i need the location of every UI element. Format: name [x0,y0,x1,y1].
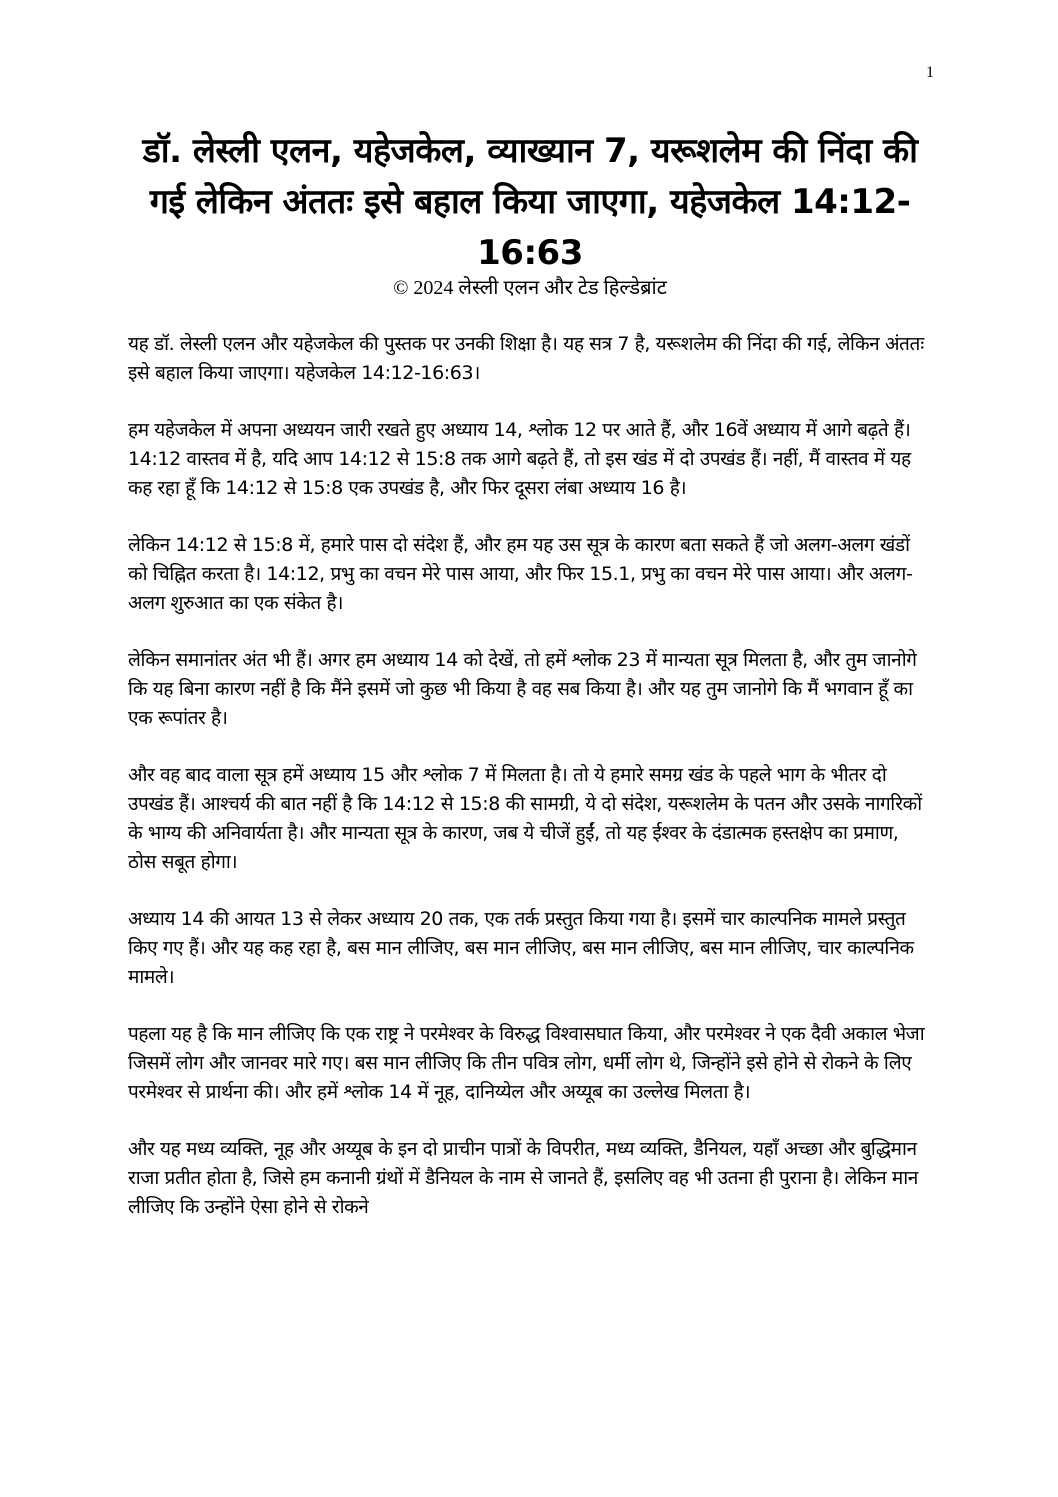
paragraph: लेकिन समानांतर अंत भी हैं। अगर हम अध्याय 14 को देखें, तो हमें श्लोक 23 में मान्यता सूत्र मिलता है, और तुम जानोगे कि यह बिना कारण नहीं है कि मैंने इसमें जो कुछ भी किया है वह सब किया है। और यह तुम जानोगे कि मैं भगवान हूँ का एक रूपांतर है। [128,649,917,729]
paragraph: यह डॉ. लेस्ली एलन और यहेजकेल की पुस्तक पर उनकी शिक्षा है। यह सत्र 7 है, यरूशलेम की निंदा की गई, लेकिन अंततः इसे बहाल किया जाएगा। यहेजकेल 14:12-16:63। [128,333,924,384]
paragraph: और वह बाद वाला सूत्र हमें अध्याय 15 और श्लोक 7 में मिलता है। तो ये हमारे समग्र खंड के पहले भाग के भीतर दो उपखंड हैं। आश्चर्य की बात नहीं है कि 14:12 से 15:8 की सामग्री, ये दो संदेश, यरूशलेम के पतन और उसके नागरिकों के भाग्य की अनिवार्यता है। और मान्यता सूत्र के कारण, जब ये चीजें हुईं, तो यह ईश्वर के दंडात्मक हस्तक्षेप का प्रमाण, ठोस सबूत होगा। [128,764,922,873]
page-number: 1 [926,64,934,81]
paragraph: हम यहेजकेल में अपना अध्ययन जारी रखते हुए अध्याय 14, श्लोक 12 पर आते हैं, और 16वें अध्याय में आगे बढ़ते हैं। 14:12 वास्तव में है, यदि आप 14:12 से 15:8 तक आगे बढ़ते हैं, तो इस खंड में दो उपखंड हैं। नहीं, मैं वास्तव में यह कह रहा हूँ कि 14:12 से 15:8 एक उपखंड है, और फिर दूसरा लंबा अध्याय 16 है। [128,419,911,499]
paragraph: और यह मध्य व्यक्ति, नूह और अय्यूब के इन दो प्राचीन पात्रों के विपरीत, मध्य व्यक्ति, डैनियल, यहाँ अच्छा और बुद्धिमान राजा प्रतीत होता है, जिसे हम कनानी ग्रंथों में डैनियल के नाम से जानते हैं, इसलिए वह भी उतना ही पुराना है। लेकिन मान लीजिए कि उन्होंने ऐसा होने से रोकने [128,1138,918,1218]
paragraph: पहला यह है कि मान लीजिए कि एक राष्ट्र ने परमेश्वर के विरुद्ध विश्वासघात किया, और परमेश्वर ने एक दैवी अकाल भेजा जिसमें लोग और जानवर मारे गए। बस मान लीजिए कि तीन पवित्र लोग, धर्मी लोग थे, जिन्होंने इसे होने से रोकने के लिए परमेश्वर से प्रार्थना की। और हमें श्लोक 14 में नूह, दानिय्येल और अय्यूब का उल्लेख मिलता है। [128,1023,925,1103]
paragraph: लेकिन 14:12 से 15:8 में, हमारे पास दो संदेश हैं, और हम यह उस सूत्र के कारण बता सकते हैं जो अलग-अलग खंडों को चिह्नित करता है। 14:12, प्रभु का वचन मेरे पास आया, और फिर 15.1, प्रभु का वचन मेरे पास आया। और अलग-अलग शुरुआत का एक संकेत है। [128,534,913,614]
document-body [128,330,928,1250]
copyright-line: © 2024 लेस्ली एलन और टेड हिल्डेब्रांट [393,277,667,299]
document-title: डॉ. लेस्ली एलन, यहेजकेल, व्याख्यान 7, यरूशलेम की निंदा की गई लेकिन अंततः इसे बहाल किया जाएगा, यहेजकेल 14:12-16:63 [142,131,918,273]
paragraph: अध्याय 14 की आयत 13 से लेकर अध्याय 20 तक, एक तर्क प्रस्तुत किया गया है। इसमें चार काल्पनिक मामले प्रस्तुत किए गए हैं। और यह कह रहा है, बस मान लीजिए, बस मान लीजिए, बस मान लीजिए, बस मान लीजिए, चार काल्पनिक मामले। [128,908,914,988]
